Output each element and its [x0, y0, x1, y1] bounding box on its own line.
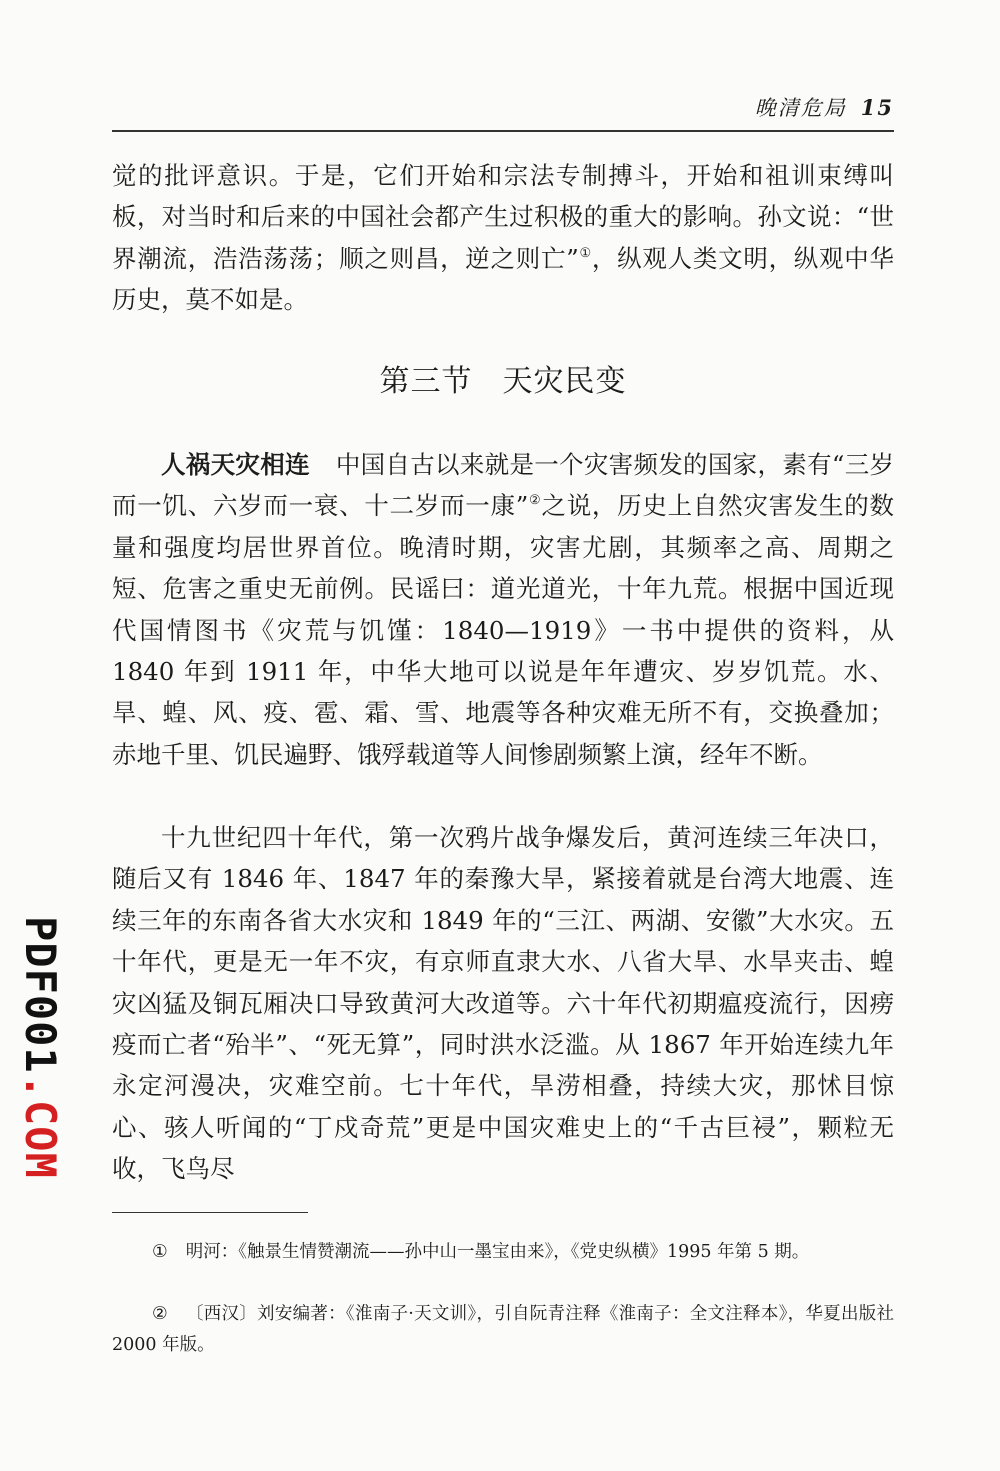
footnote-ref-1: ① — [578, 245, 592, 261]
paragraph-1-text-a: 觉的批评意识。于是，它们开始和宗法专制搏斗，开始和祖训束缚叫板，对当时和后来的中国社会都产生过积极的重大的影响。孙文说：“世界潮流，浩浩荡荡；顺之则昌，逆之则亡” — [112, 161, 894, 273]
footnote-ref-2: ② — [528, 493, 542, 509]
section-title: 天灾民变 — [502, 364, 627, 399]
page-number: 15 — [860, 95, 894, 120]
footnote-2-text: 〔西汉〕刘安编著：《淮南子·天文训》，引自阮青注释《淮南子：全文注释本》，华夏出版社 2000 年版。 — [112, 1304, 894, 1355]
footnote-2-mark: ② — [152, 1304, 168, 1324]
footnote-rule — [112, 1212, 308, 1213]
book-title: 晚清危局 — [754, 96, 847, 120]
paragraph-1-text-b: ，纵观人类文明，纵观中华历史，莫不如是。 — [112, 243, 895, 315]
footnote-1-text: 明河：《触景生情赞潮流——孙中山一墨宝由来》，《党史纵横》1995 年第 5 期。 — [185, 1242, 810, 1262]
paragraph-2 — [112, 444, 894, 775]
header-rule — [112, 130, 894, 132]
footnote-1-mark: ① — [152, 1242, 168, 1262]
run-in-heading: 人祸天灾相连 — [161, 450, 310, 479]
footnote-1 — [112, 1237, 894, 1268]
watermark-text-black: PDF001 — [16, 916, 65, 1074]
paragraph-1 — [112, 155, 894, 321]
paragraph-2-text-b: 之说，历史上自然灾害发生的数量和强度均居世界首位。晚清时期，灾害尤剧，其频率之高、周期之短、危害之重史无前例。民谣曰：道光道光，十年九荒。根据中国近现代国情图书《灾荒与饥馑：1840—1919》一书中提供的资料，从 1840 年到 1911 年，中华大地可以说是年年遭灾、岁岁饥荒。水、旱、蝗、风、疫、雹、霜、雪、地震等各种灾难无所不有，交换叠加；赤地千里、饥民遍野、饿殍载道等人间惨剧频繁上演，经年不断。 — [112, 491, 895, 769]
section-number: 第三节 — [379, 364, 473, 399]
section-heading — [112, 360, 894, 404]
running-header — [112, 92, 894, 128]
paragraph-3: 十九世纪四十年代，第一次鸦片战争爆发后，黄河连续三年决口，随后又有 1846 年、1847 年的秦豫大旱，紧接着就是台湾大地震、连续三年的东南各省大水灾和 1849 年的“三江、两湖、安徽”大水灾。五十年代，更是无一年不灾，有京师直隶大水、八省大旱、水旱夹击、蝗灾凶猛及铜瓦厢决口导致黄河大改道等。六十年代初期瘟疫流行，因痨疫而亡者“殆半”、“死无算”，同时洪水泛滥。从 1867 年开始连续九年永定河漫决，灾难空前。七十年代，旱涝相叠，持续大灾，那怵目惊心、骇人听闻的“丁戍奇荒”更是中国灾难史上的“千古巨祲”，颗粒无收，飞鸟尽 — [112, 823, 894, 1184]
footnote-2 — [112, 1299, 894, 1361]
paragraph-2-text-a: 中国自古以来就是一个灾害频发的国家，素有“三岁而一饥、六岁而一衰、十二岁而一康” — [112, 450, 895, 521]
watermark-text-red: .COM — [16, 1073, 65, 1179]
watermark — [16, 916, 65, 1179]
